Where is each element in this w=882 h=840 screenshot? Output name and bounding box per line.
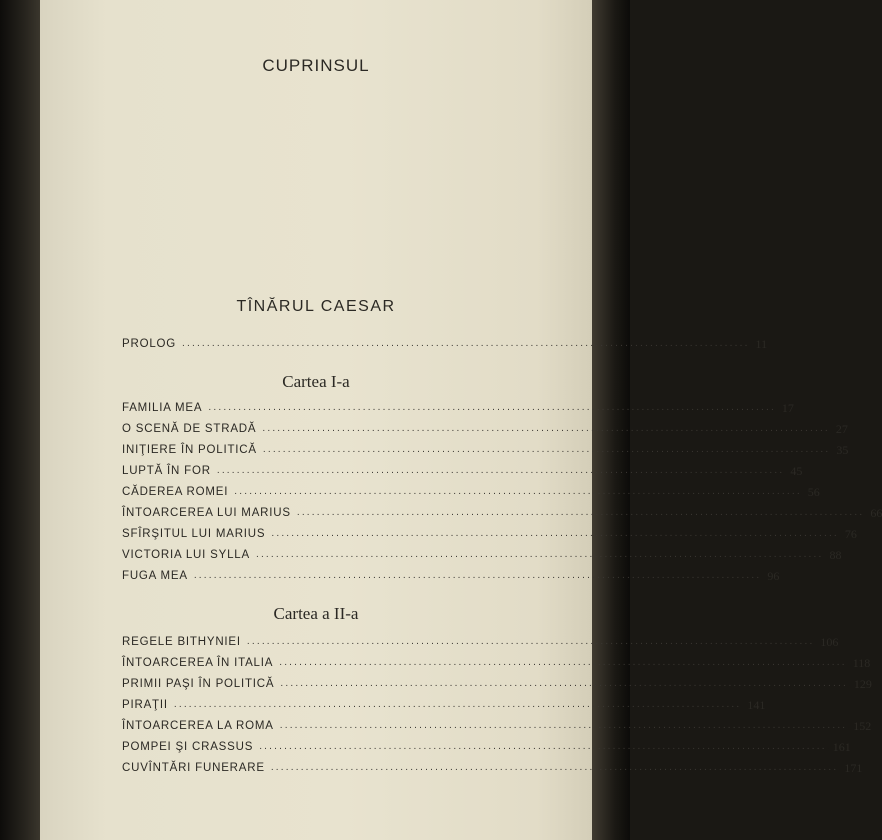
toc-entry-label: PRIMII PAŞI ÎN POLITICĂ <box>122 678 275 690</box>
toc-entry-page: 56 <box>807 485 820 499</box>
toc-entry <box>122 501 882 520</box>
toc-entry-page: 27 <box>835 422 848 436</box>
toc-entry-label: INIŢIERE ÎN POLITICĂ <box>122 444 257 456</box>
toc-entry-label: VICTORIA LUI SYLLA <box>122 549 250 561</box>
book-page <box>40 0 882 840</box>
toc-leader-dots: .................................................................................................................. <box>234 486 802 497</box>
toc-entry-page: 11 <box>755 337 768 351</box>
page-edge-shadow <box>592 0 630 840</box>
toc-entry-page: 17 <box>781 401 794 415</box>
contents-title: CUPRINSUL <box>262 56 370 75</box>
toc-entry-label: O SCENĂ DE STRADĂ <box>122 423 257 435</box>
toc-entry <box>122 672 872 691</box>
toc-leader-dots: .................................................................................................................. <box>259 741 827 752</box>
toc-entry-page: 161 <box>832 740 851 754</box>
toc-entry <box>122 438 849 457</box>
toc-entry <box>122 396 794 415</box>
toc-entry <box>122 714 872 733</box>
toc-leader-dots: .................................................................................................................. <box>182 338 750 349</box>
toc-entry-label: CĂDEREA ROMEI <box>122 486 229 498</box>
toc-entry-label: FAMILIA MEA <box>122 402 203 414</box>
toc-leader-dots: .................................................................................................................. <box>208 402 776 413</box>
section-title-book-1: Cartea I-a <box>282 372 350 391</box>
toc-entry-page: 88 <box>829 548 842 562</box>
toc-entry <box>122 417 848 436</box>
toc-entry-label: PIRAŢII <box>122 699 168 711</box>
toc-entry-page: 106 <box>820 635 839 649</box>
toc-entry <box>122 735 851 754</box>
toc-entry-label: ÎNTOARCEREA LUI MARIUS <box>122 507 291 519</box>
toc-entry <box>122 693 766 712</box>
toc-leader-dots: .................................................................................................................. <box>262 444 831 455</box>
toc-entry-page: 76 <box>844 527 857 541</box>
toc-leader-dots: .................................................................................................................. <box>193 570 762 581</box>
toc-entry-label: ÎNTOARCEREA ÎN ITALIA <box>122 657 274 669</box>
toc-entry-page: 96 <box>767 569 780 583</box>
toc-leader-dots: .................................................................................................................. <box>271 528 839 539</box>
toc-leader-dots: .................................................................................................................. <box>216 465 785 476</box>
toc-leader-dots: .................................................................................................................. <box>296 507 865 518</box>
toc-entry-label: REGELE BITHYNIEI <box>122 636 241 648</box>
toc-leader-dots: .................................................................................................................. <box>262 423 830 434</box>
toc-leader-dots: .................................................................................................................. <box>270 762 839 773</box>
toc-entry-page: 45 <box>790 464 803 478</box>
toc-entry-label: LUPTĂ ÎN FOR <box>122 465 211 477</box>
toc-leader-dots: .................................................................................................................. <box>173 699 742 710</box>
toc-entry-page: 118 <box>852 656 871 670</box>
toc-leader-dots: .................................................................................................................. <box>255 549 824 560</box>
toc-entry <box>122 480 820 499</box>
toc-entry <box>122 522 857 541</box>
toc-entry-label: ÎNTOARCEREA LA ROMA <box>122 720 274 732</box>
section-title-book-2: Cartea a II-a <box>273 604 359 623</box>
toc-entry <box>122 651 871 670</box>
toc-entry-page: 141 <box>747 698 766 712</box>
toc-entry-page: 129 <box>853 677 872 691</box>
toc-entry <box>122 459 803 478</box>
toc-leader-dots: .................................................................................................................. <box>279 720 848 731</box>
toc-entry <box>122 543 842 562</box>
toc-entry-label: PROLOG <box>122 338 177 350</box>
book-title: TÎNĂRUL CAESAR <box>236 298 396 315</box>
toc-entry-label: FUGA MEA <box>122 570 188 582</box>
toc-entry-page: 35 <box>836 443 849 457</box>
toc-entry-prolog <box>122 332 768 351</box>
book-spine-shadow <box>0 0 40 840</box>
toc-entry <box>122 630 839 649</box>
toc-entry-page: 152 <box>853 719 872 733</box>
toc-entry-label: SFÎRŞITUL LUI MARIUS <box>122 528 266 540</box>
toc-leader-dots: .................................................................................................................. <box>246 636 815 647</box>
toc-entry <box>122 564 780 583</box>
toc-entry-page: 171 <box>844 761 863 775</box>
toc-entry <box>122 756 863 775</box>
toc-entry-label: POMPEI ŞI CRASSUS <box>122 741 254 753</box>
toc-entry-label: CUVÎNTĂRI FUNERARE <box>122 762 265 774</box>
toc-entry-page: 66 <box>870 506 882 520</box>
toc-leader-dots: .................................................................................................................. <box>279 657 847 668</box>
toc-leader-dots: .................................................................................................................. <box>280 678 848 689</box>
